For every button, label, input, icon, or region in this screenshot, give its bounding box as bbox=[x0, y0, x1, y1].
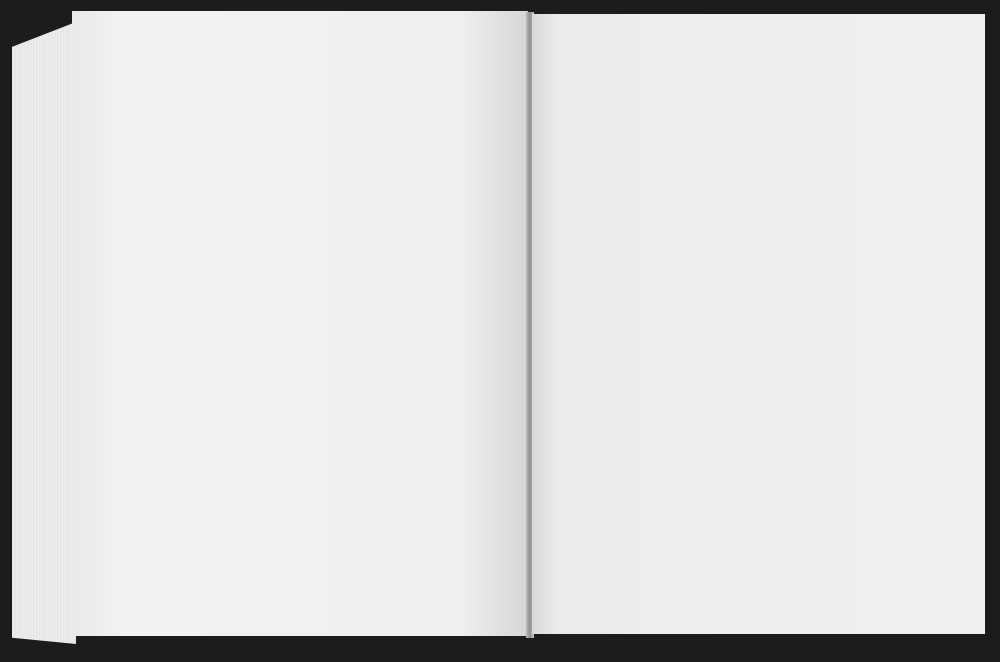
page-stack-edge bbox=[12, 22, 76, 644]
right-page bbox=[532, 14, 985, 634]
preface-body bbox=[100, 88, 450, 608]
